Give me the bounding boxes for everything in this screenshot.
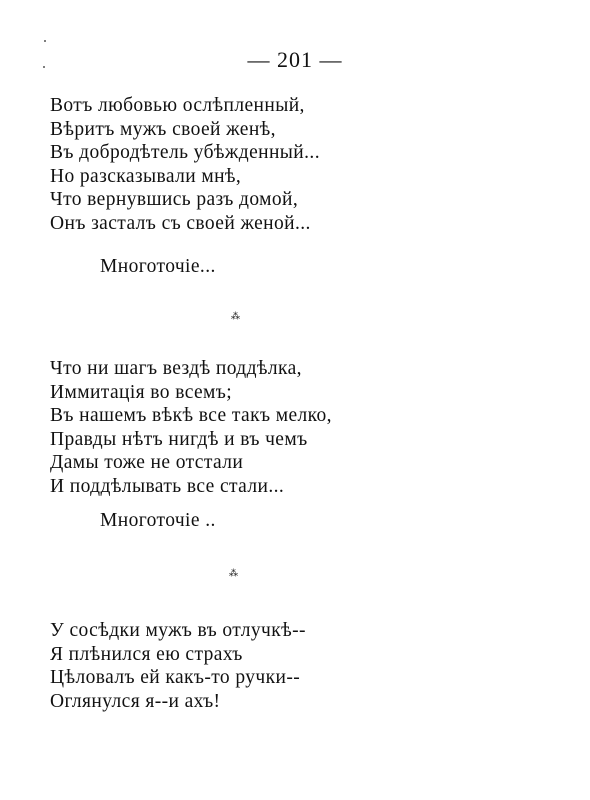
refrain-1: Многоточіе... — [100, 256, 216, 277]
verse-line: Дамы тоже не отстали — [50, 452, 244, 473]
stanza-2 — [50, 357, 332, 498]
stanza-1 — [50, 94, 320, 235]
verse-line: У сосѣдки мужъ въ отлучкѣ-- — [50, 620, 306, 641]
verse-line: Правды нѣтъ нигдѣ и въ чемъ — [50, 428, 308, 450]
stanza-3 — [50, 619, 306, 713]
verse-line: Цѣловалъ ей какъ-то ручки-- — [50, 667, 301, 688]
asterism-ornament — [224, 569, 264, 593]
asterism-star: ⁂ — [229, 568, 238, 578]
verse-line: Я плѣнился ею страхъ — [50, 643, 243, 665]
asterism-ornament — [226, 312, 266, 336]
verse-line: Въ добродѣтель убѣжденный... — [50, 142, 320, 163]
verse-line: Но разсказывали мнѣ, — [50, 165, 242, 187]
verse-line: Что вернувшись разъ домой, — [50, 189, 299, 210]
verse-line: Что ни шагъ вездѣ поддѣлка, — [50, 358, 302, 379]
verse-line: Вѣритъ мужъ своей женѣ, — [50, 118, 276, 140]
refrain-2: Многоточіе .. — [100, 510, 216, 531]
verse-line: И поддѣлывать все стали... — [50, 475, 285, 497]
page-number: — 201 — — [247, 47, 343, 72]
verse-line: Онъ засталъ съ своей женой... — [50, 212, 311, 234]
margin-speck — [44, 40, 46, 42]
verse-line: Оглянулся я--и ахъ! — [50, 690, 221, 712]
verse-line: Въ нашемъ вѣкѣ все такъ мелко, — [50, 405, 332, 426]
verse-line: Вотъ любовью ослѣпленный, — [50, 95, 305, 116]
verse-line: Иммитація во всемъ; — [50, 381, 233, 403]
asterism-star: ⁂ — [231, 311, 240, 321]
